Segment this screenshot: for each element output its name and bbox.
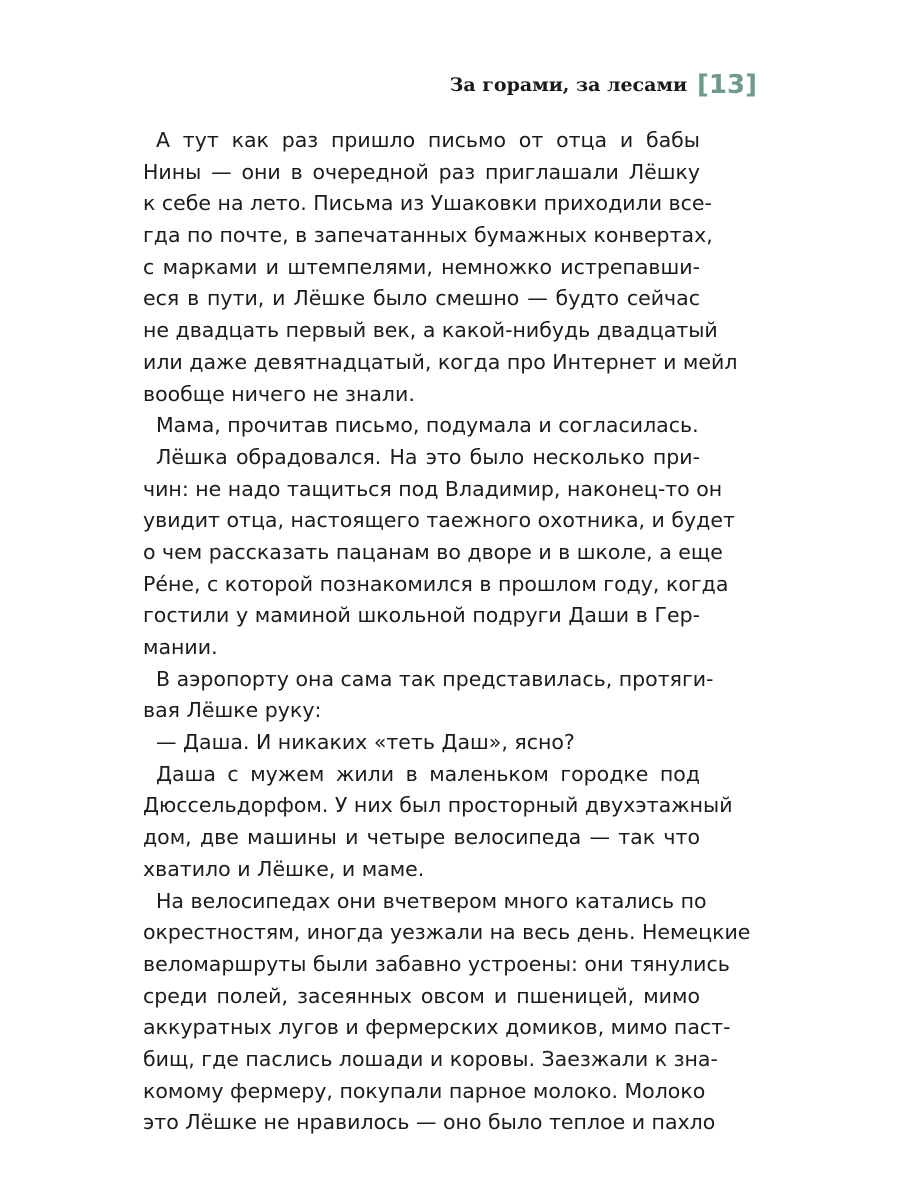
text-line: — Даша. И никаких «теть Даш», ясно?	[156, 730, 575, 755]
text-line: вообще ничего не знали.	[143, 381, 415, 406]
text-line: чин: не надо тащиться под Владимир, наконец-то он	[143, 476, 723, 501]
text-line: о чем рассказать пацанам во дворе и в школе, а еще	[143, 539, 723, 564]
page-number: [13]	[697, 70, 757, 100]
text-line: На велосипедах они вчетвером много катались по	[156, 888, 707, 913]
text-line: с марками и штемпелями, немножко истрепавши-	[143, 254, 700, 279]
text-line: А тут как раз пришло письмо от отца и бабы	[156, 128, 700, 152]
text-line: или даже девятнадцатый, когда про Интернет и мейл	[143, 349, 738, 374]
text-line: еся в пути, и Лёшке было смешно — будто сейчас	[143, 286, 700, 311]
text-line: Даша с мужем жили в маленьком городке под	[156, 761, 700, 786]
text-line: не двадцать первый век, а какой-нибудь двадцатый	[143, 318, 718, 343]
text-line: среди полей, засеянных овсом и пшеницей, мимо	[143, 983, 700, 1008]
text-line: гостили у маминой школьной подруги Даши в Гер-	[143, 603, 700, 628]
text-line: к себе на лето. Письма из Ушаковки приходили все-	[143, 191, 712, 216]
body-text	[143, 125, 751, 1139]
text-line: комому фермеру, покупали парное молоко. Молоко	[143, 1078, 706, 1103]
text-line: Мама, прочитав письмо, подумала и согласилась.	[156, 413, 699, 438]
text-line: дом, две машины и четыре велосипеда — так что	[143, 825, 700, 850]
text-line: вая Лёшке руку:	[143, 698, 322, 723]
text-line: аккуратных лугов и фермерских домиков, мимо паст-	[143, 1015, 731, 1040]
text-line: Нины — они в очередной раз приглашали Лёшку	[143, 159, 700, 184]
text-line: бищ, где паслись лошади и коровы. Заезжали к зна-	[143, 1046, 718, 1071]
text-line: гда по почте, в запечатанных бумажных конвертах,	[143, 223, 713, 248]
text-line: Ре́не, с которой познакомился в прошлом году, когда	[143, 571, 729, 596]
text-line: увидит отца, настоящего таежного охотника, и будет	[143, 508, 735, 533]
text-line: В аэропорту она сама так представилась, протяги-	[156, 666, 714, 691]
text-line: хватило и Лёшке, и маме.	[143, 856, 425, 881]
chapter-title: За горами, за лесами	[449, 74, 688, 96]
running-header	[450, 70, 757, 100]
text-line: веломаршруты были забавно устроены: они тянулись	[143, 951, 730, 976]
text-line: окрестностям, иногда уезжали на весь день. Немецкие	[143, 920, 751, 945]
text-line: это Лёшке не нравилось — оно было теплое и пахло	[143, 1110, 716, 1135]
text-line: мании.	[143, 635, 218, 659]
text-line: Лёшка обрадовался. На это было несколько при-	[156, 444, 700, 469]
text-line: Дюссельдорфом. У них был просторный двухэтажный	[143, 793, 733, 818]
